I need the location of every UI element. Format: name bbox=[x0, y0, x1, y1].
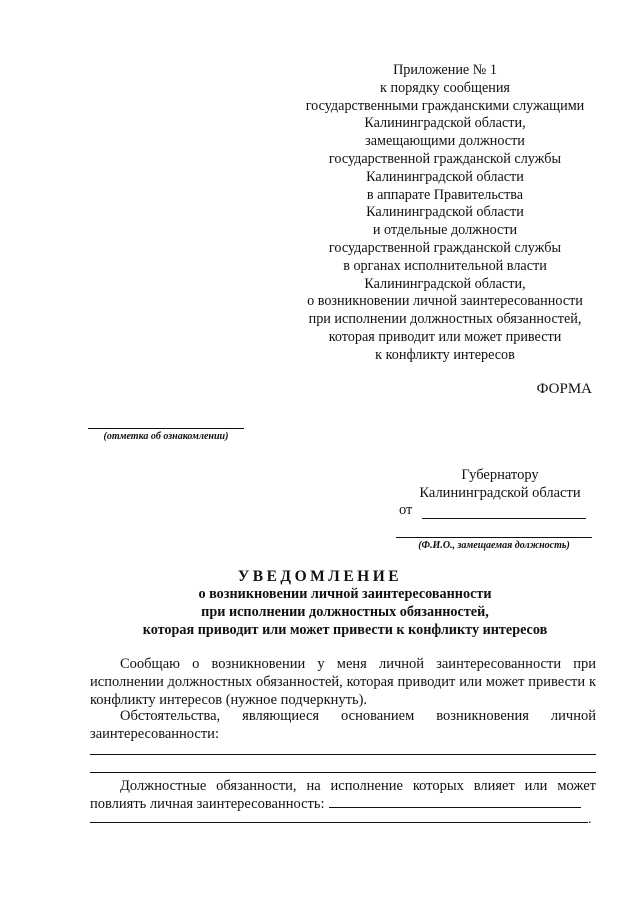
appendix-line: в аппарате Правительства bbox=[366, 186, 524, 203]
body-paragraph-report: Сообщаю о возникновении у меня личной заинтересованности при исполнении должностных обязанностей, которая приводит или может привести к конфликту интересов (нужное подчеркнуть). bbox=[90, 656, 596, 708]
appendix-line: замещающими должности bbox=[365, 133, 525, 150]
notice-subtitle-line: при исполнении должностных обязанностей, bbox=[201, 603, 489, 620]
appendix-header bbox=[280, 62, 610, 365]
duties-text: Должностные обязанности, на исполнение которых влияет или может повлиять личная заинтересованность: bbox=[90, 778, 596, 812]
form-label: ФОРМА bbox=[536, 381, 592, 397]
duties-entry-inline-field[interactable] bbox=[329, 795, 581, 808]
end-mark: . bbox=[588, 812, 592, 827]
addressee-line-2: Калининградской области bbox=[419, 485, 581, 501]
appendix-line: государственной гражданской службы bbox=[328, 150, 562, 167]
body-paragraph-circumstances: Обстоятельства, являющиеся основанием возникновения личной заинтересованности: bbox=[90, 708, 596, 742]
appendix-line: в органах исполнительной власти bbox=[343, 257, 547, 274]
appendix-line: Калининградской области, bbox=[364, 275, 526, 292]
notice-subtitle-line: которая приводит или может привести к конфликту интересов bbox=[142, 621, 548, 638]
duties-entry-line[interactable] bbox=[90, 822, 588, 823]
acknowledgement-caption: (отметка об ознакомлении) bbox=[103, 431, 229, 442]
appendix-line: Калининградской области bbox=[366, 168, 524, 185]
fio-position-field[interactable] bbox=[396, 537, 592, 538]
appendix-line: которая приводит или может привести bbox=[328, 328, 562, 345]
appendix-line: к конфликту интересов bbox=[375, 346, 515, 363]
appendix-line: к порядку сообщения bbox=[380, 79, 510, 96]
addressee-block bbox=[395, 466, 605, 502]
appendix-line: Калининградской области, bbox=[364, 115, 526, 132]
appendix-line: государственными гражданскими служащими bbox=[305, 97, 585, 114]
appendix-line: при исполнении должностных обязанностей, bbox=[308, 311, 582, 328]
appendix-line: Калининградской области bbox=[366, 204, 524, 221]
appendix-line: государственной гражданской службы bbox=[328, 239, 562, 256]
notice-title: УВЕДОМЛЕНИЕ bbox=[237, 568, 403, 585]
notice-subtitle bbox=[90, 586, 600, 639]
from-label: от bbox=[399, 502, 413, 518]
notice-subtitle-line: о возникновении личной заинтересованности bbox=[198, 586, 492, 602]
from-name-field[interactable] bbox=[422, 518, 586, 519]
appendix-line: и отдельные должности bbox=[372, 222, 518, 239]
body-paragraph-duties bbox=[90, 777, 596, 813]
fio-position-caption: (Ф.И.О., замещаемая должность) bbox=[418, 540, 570, 551]
circumstances-entry-line[interactable] bbox=[90, 754, 596, 755]
appendix-line: Приложение № 1 bbox=[393, 62, 497, 78]
appendix-line: о возникновении личной заинтересованности bbox=[307, 293, 583, 310]
acknowledgement-line bbox=[88, 428, 244, 429]
circumstances-entry-line[interactable] bbox=[90, 772, 596, 773]
addressee-line-1: Губернатору bbox=[461, 467, 539, 483]
